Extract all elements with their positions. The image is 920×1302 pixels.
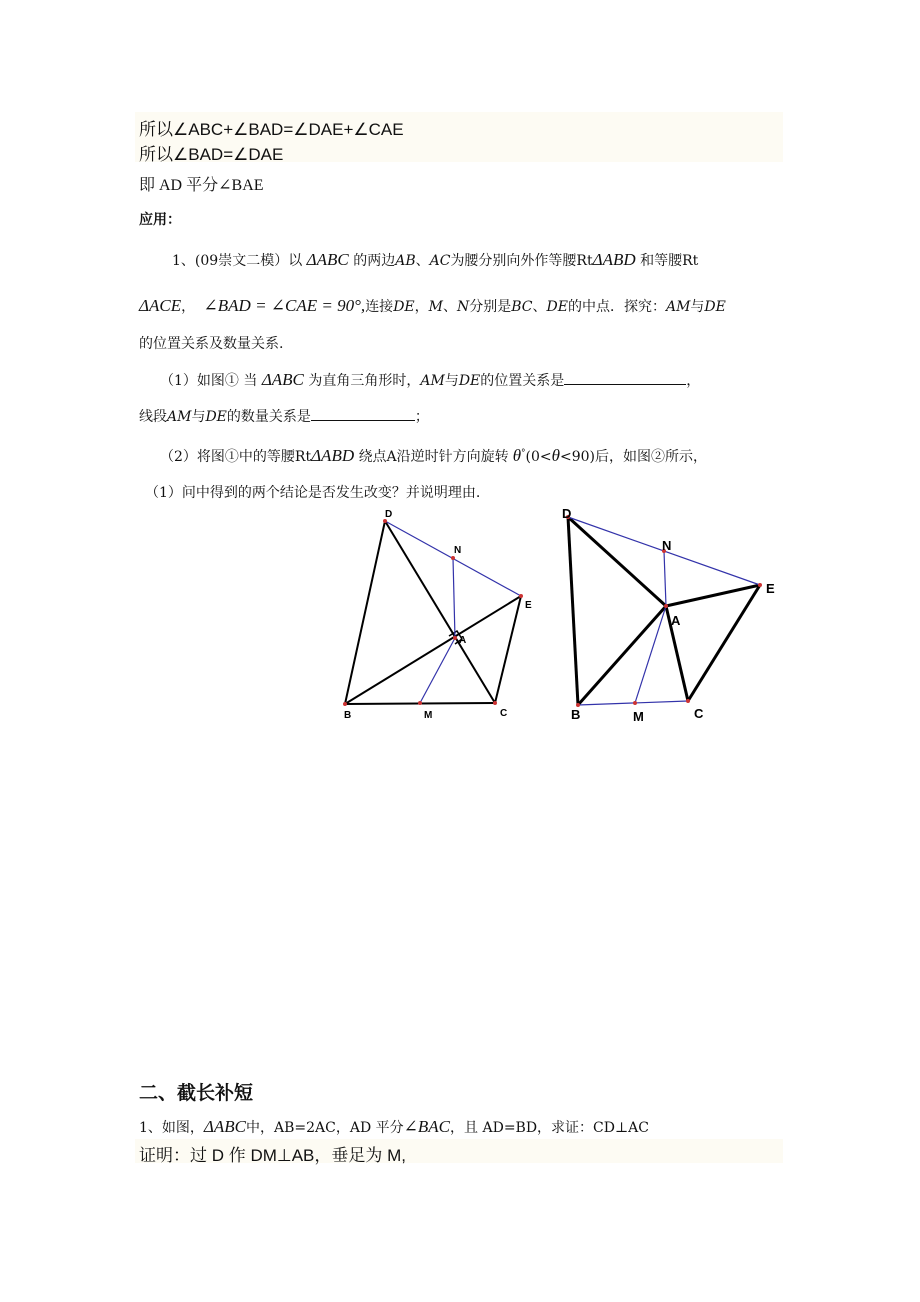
figure-1 bbox=[330, 500, 550, 730]
section-2-proof-line: 证明：过 D 作 DM⊥AB，垂足为 M, bbox=[139, 1146, 406, 1165]
figure-1-lines bbox=[345, 521, 521, 704]
text: （2）将图①中的等腰Rt bbox=[160, 449, 312, 465]
question-1-line-1 bbox=[160, 370, 700, 390]
segment-db bbox=[345, 521, 385, 704]
seg-ac: AC bbox=[429, 253, 451, 269]
question-2-line-1 bbox=[160, 446, 707, 466]
problem-1-line-3: 的位置关系及数量关系. bbox=[139, 336, 284, 352]
point-e bbox=[519, 594, 523, 598]
text: 和等腰Rt bbox=[640, 253, 699, 269]
seg-ab: AB bbox=[395, 253, 416, 269]
point-b bbox=[343, 702, 347, 706]
triangle-abd: ΔABD bbox=[311, 446, 355, 465]
text: 与 bbox=[690, 299, 705, 315]
text: ，且 AD=BD，求证：CD⊥AC bbox=[450, 1120, 649, 1136]
seg-de: DE bbox=[205, 409, 227, 425]
text: 的中点．探究： bbox=[567, 299, 666, 315]
seg-de: DE bbox=[546, 299, 568, 315]
text: 绕点A沿逆时针方向旋转 bbox=[358, 449, 509, 465]
sep: 、 bbox=[415, 253, 430, 269]
point-m: M bbox=[428, 299, 443, 315]
problem-1-line-1 bbox=[172, 250, 698, 270]
figure-1-blue-lines bbox=[385, 521, 521, 703]
seg-de: DE bbox=[458, 373, 481, 389]
text: 线段 bbox=[139, 409, 167, 425]
seg-am: AM bbox=[420, 373, 445, 389]
sep: 、 bbox=[442, 299, 457, 315]
point-e bbox=[758, 583, 762, 587]
label-d: D bbox=[562, 506, 572, 521]
text: 1、如图， bbox=[139, 1120, 204, 1136]
section-2-problem bbox=[139, 1117, 649, 1137]
segment-be bbox=[345, 596, 521, 704]
text: 分别是 bbox=[469, 299, 512, 315]
application-heading: 应用： bbox=[139, 211, 181, 227]
label-b: B bbox=[344, 710, 352, 721]
comma: ， bbox=[181, 299, 196, 315]
label-c: C bbox=[694, 706, 704, 721]
label-m: M bbox=[424, 710, 433, 721]
proof-line-2: 所以∠BAD=∠DAE bbox=[139, 145, 284, 164]
problem-1-line-2 bbox=[139, 296, 726, 316]
text: 的位置关系是 bbox=[480, 373, 565, 389]
label-c: C bbox=[500, 708, 508, 719]
label-e: E bbox=[766, 581, 775, 596]
triangle-abc: ΔABC bbox=[203, 1117, 247, 1136]
label-a: A bbox=[459, 635, 467, 646]
angle-bac: ∠BAC bbox=[403, 1117, 451, 1136]
sep: 、 bbox=[532, 299, 547, 315]
text: 的数量关系是 bbox=[226, 409, 311, 425]
segment-db bbox=[568, 517, 578, 705]
text: 的两边 bbox=[353, 253, 396, 269]
segment-da bbox=[568, 517, 666, 606]
point-n bbox=[451, 556, 455, 560]
seg-bc: BC bbox=[511, 299, 533, 315]
text: (0< bbox=[525, 449, 552, 465]
proof-line-3: 即 AD 平分∠BAE bbox=[139, 177, 264, 194]
segment-dc bbox=[385, 521, 495, 703]
triangle-abd: ΔABD bbox=[592, 250, 636, 269]
point-c bbox=[686, 699, 690, 703]
seg-am: AM bbox=[167, 409, 192, 425]
point-n: N bbox=[456, 299, 470, 315]
degree: ° bbox=[521, 448, 526, 459]
answer-blank-1[interactable] bbox=[564, 370, 686, 385]
answer-blank-2[interactable] bbox=[311, 406, 415, 421]
triangle-abc: ΔABC bbox=[306, 250, 349, 269]
problem-source: (09崇文二模）以 bbox=[194, 253, 303, 269]
text: <90)后，如图②所示， bbox=[560, 449, 708, 465]
figure-2 bbox=[555, 500, 785, 730]
segment-na bbox=[664, 551, 666, 606]
point-a bbox=[453, 636, 457, 640]
proof-line-1: 所以∠ABC+∠BAD=∠DAE+∠CAE bbox=[139, 120, 404, 139]
text: 为直角三角形时， bbox=[308, 373, 421, 389]
label-a: A bbox=[671, 613, 681, 628]
seg-de: DE bbox=[704, 299, 726, 315]
question-1-line-2 bbox=[139, 406, 429, 426]
label-n: N bbox=[454, 545, 462, 556]
segment-ae bbox=[666, 585, 760, 606]
segment-ec bbox=[495, 596, 521, 703]
problem-number: 1、 bbox=[172, 253, 195, 269]
theta: θ bbox=[551, 446, 561, 465]
label-b: B bbox=[571, 707, 581, 722]
triangle-abc: ΔABC bbox=[261, 370, 304, 389]
question-2-line-2: （1）问中得到的两个结论是否发生改变？并说明理由. bbox=[145, 485, 481, 501]
point-a bbox=[664, 604, 668, 608]
comma: ， bbox=[686, 373, 701, 389]
label-n: N bbox=[662, 538, 672, 553]
text: 与 bbox=[191, 409, 206, 425]
point-c bbox=[493, 701, 497, 705]
text: 中，AB=2AC，AD 平分 bbox=[246, 1120, 404, 1136]
segment-am bbox=[635, 606, 666, 703]
segment-na bbox=[453, 558, 455, 638]
label-e: E bbox=[525, 600, 532, 611]
seg-de: DE bbox=[393, 299, 415, 315]
seg-am: AM bbox=[665, 299, 691, 315]
label-m: M bbox=[633, 709, 644, 724]
section-2-heading: 二、截长补短 bbox=[139, 1082, 254, 1104]
theta: θ bbox=[512, 446, 522, 465]
point-m bbox=[418, 701, 422, 705]
label-d: D bbox=[385, 509, 393, 520]
text: 与 bbox=[444, 373, 459, 389]
comma: ， bbox=[414, 299, 429, 315]
angle-equation: ∠BAD = ∠CAE = 90°, bbox=[203, 296, 366, 315]
text: （1）如图① 当 bbox=[160, 373, 258, 389]
semicolon: ； bbox=[414, 409, 429, 425]
point-m bbox=[633, 701, 637, 705]
text: 连接 bbox=[365, 299, 394, 315]
text: 为腰分别向外作等腰Rt bbox=[450, 253, 593, 269]
triangle-ace: ΔACE bbox=[139, 296, 182, 315]
segment-ba bbox=[578, 606, 666, 705]
segment-ec bbox=[688, 585, 760, 701]
